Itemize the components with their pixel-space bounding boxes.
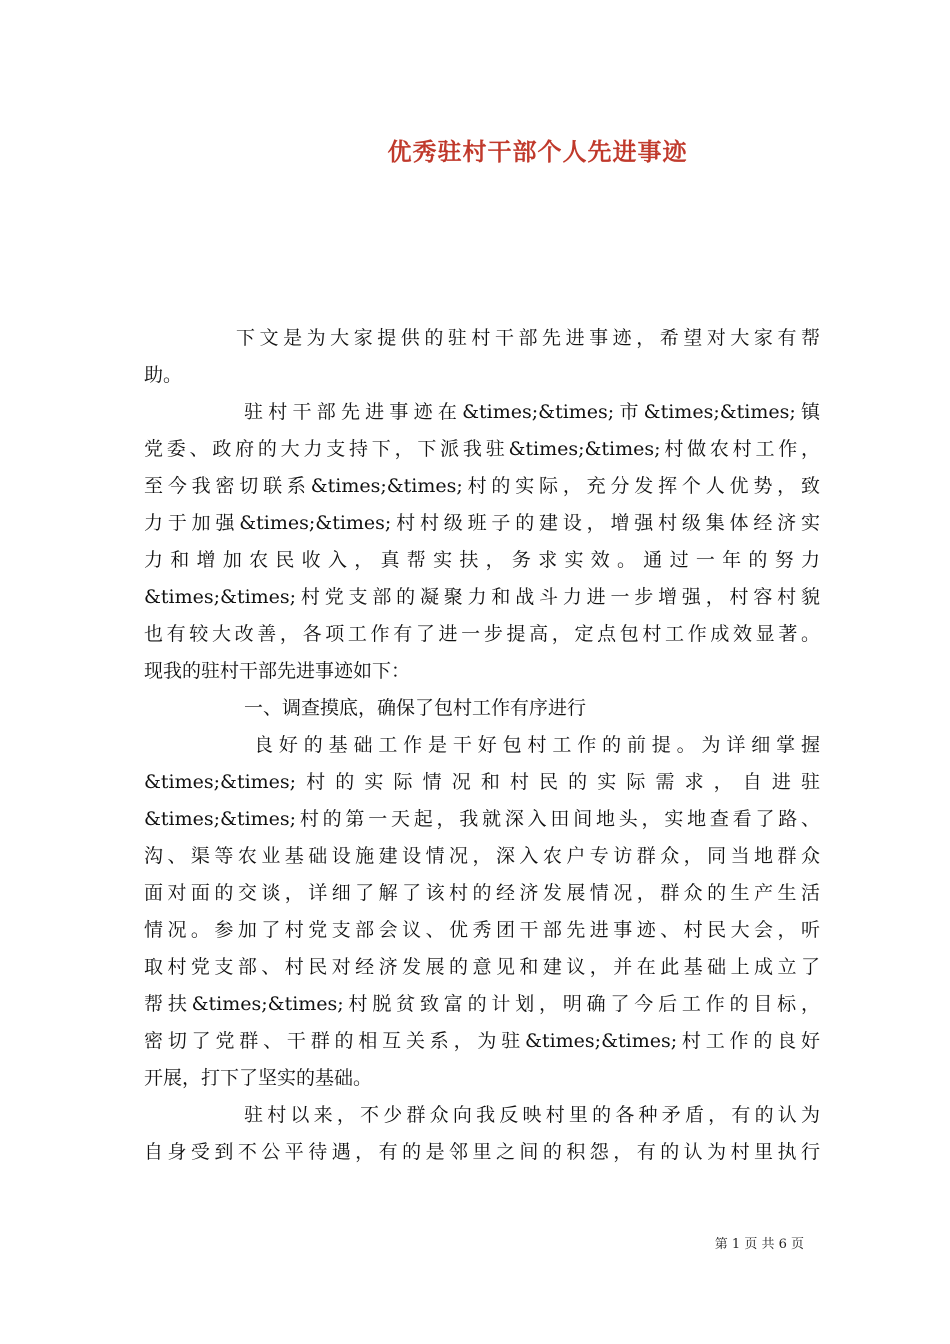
text-line: 面对面的交谈，详细了解了该村的经济发展情况，群众的生产生活 — [144, 882, 820, 904]
text-line: &times;&times;村的第一天起，我就深入田间地头，实地查看了路、 — [144, 808, 820, 830]
text-line: 也有较大改善，各项工作有了进一步提高，定点包村工作成效显著。 — [144, 623, 820, 645]
text-line: 驻村以来，不少群众向我反映村里的各种矛盾，有的认为 — [244, 1104, 820, 1126]
text-line: 帮扶&times;&times;村脱贫致富的计划，明确了今后工作的目标， — [144, 993, 820, 1015]
page-number-footer: 第 1 页 共 6 页 — [714, 1237, 804, 1252]
text-line: &times;&times;村的实际情况和村民的实际需求，自进驻 — [144, 771, 820, 793]
text-line: 现我的驻村干部先进事迹如下： — [144, 660, 411, 682]
text-line: 下文是为大家提供的驻村干部先进事迹，希望对大家有帮 — [236, 327, 820, 349]
text-line: 党委、政府的大力支持下，下派我驻&times;&times;村做农村工作， — [144, 438, 820, 460]
text-line: 密切了党群、干群的相互关系，为驻&times;&times;村工作的良好 — [144, 1030, 820, 1052]
text-line: 力于加强&times;&times;村村级班子的建设，增强村级集体经济实 — [144, 512, 820, 534]
text-line: 取村党支部、村民对经济发展的意见和建议，并在此基础上成立了 — [144, 956, 820, 978]
text-line: 至今我密切联系&times;&times;村的实际，充分发挥个人优势，致 — [144, 475, 820, 497]
section-heading: 一、调查摸底，确保了包村工作有序进行 — [244, 697, 587, 719]
text-line: 助。 — [144, 364, 183, 386]
document-body — [144, 320, 820, 1171]
text-line: 开展，打下了坚实的基础。 — [144, 1067, 373, 1089]
document-title: 优秀驻村干部个人先进事迹 — [387, 137, 688, 166]
text-line: 沟、渠等农业基础设施建设情况，深入农户专访群众，同当地群众 — [144, 845, 820, 867]
text-line: 情况。参加了村党支部会议、优秀团干部先进事迹、村民大会，听 — [144, 919, 820, 941]
text-line: 驻村干部先进事迹在&times;&times;市&times;&times;镇 — [244, 401, 820, 423]
text-line: 良好的基础工作是干好包村工作的前提。为详细掌握 — [254, 734, 820, 756]
text-line: 自身受到不公平待遇，有的是邻里之间的积怨，有的认为村里执行 — [144, 1141, 820, 1163]
text-line: 力和增加农民收入，真帮实扶，务求实效。通过一年的努力 — [144, 549, 820, 571]
text-line: &times;&times;村党支部的凝聚力和战斗力进一步增强，村容村貌 — [144, 586, 820, 608]
